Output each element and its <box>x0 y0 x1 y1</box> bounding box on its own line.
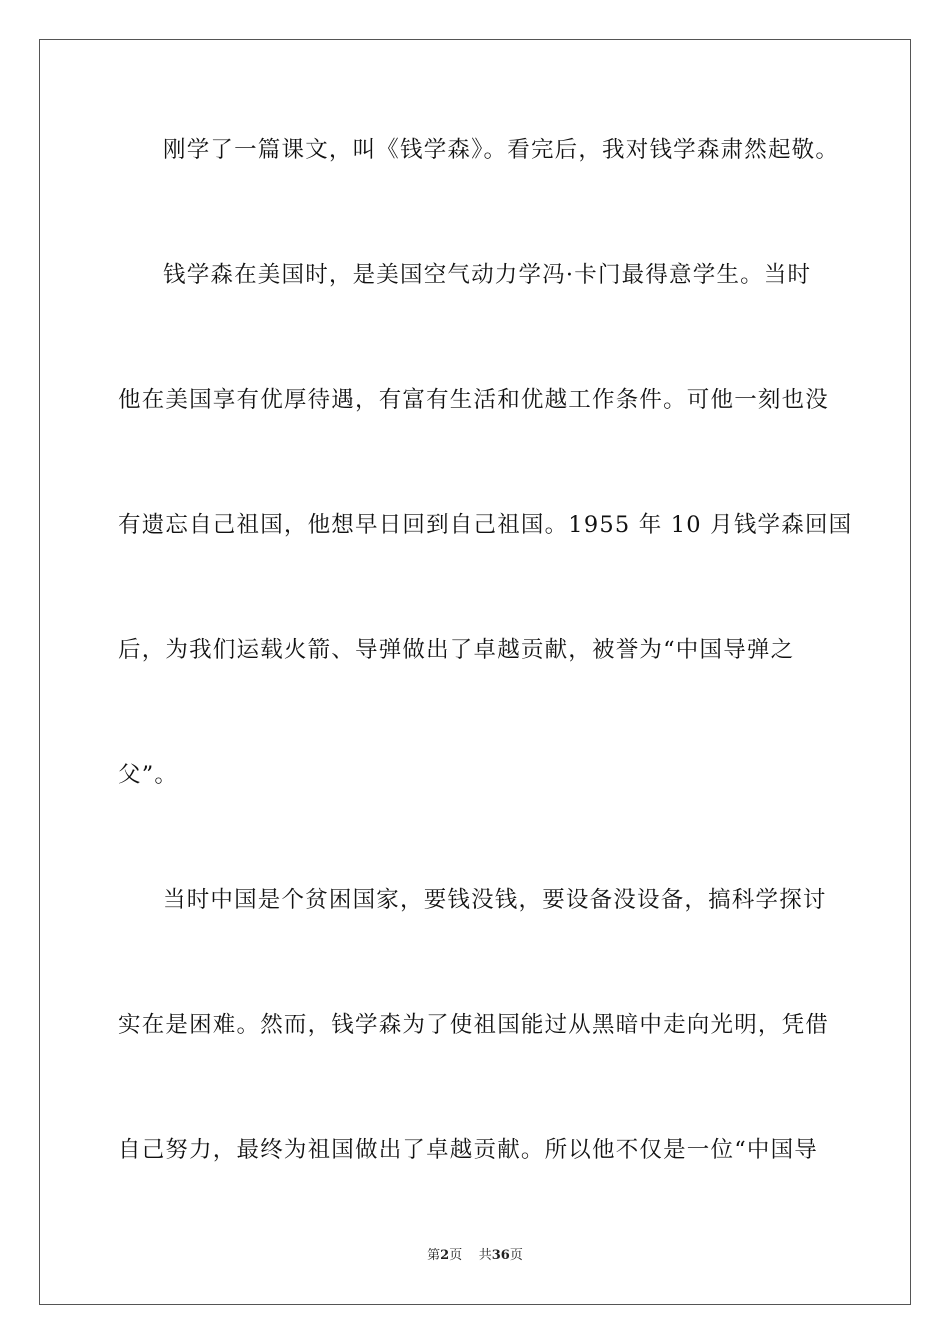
footer-page-number: 2 <box>440 1248 450 1263</box>
paragraph-2-line-1: 钱学森在美国时，是美国空气动力学冯·卡门最得意学生。当时 <box>163 262 812 288</box>
paragraph-3-line-3: 自己努力，最终为祖国做出了卓越贡献。所以他不仅是一位“中国导 <box>118 1137 819 1163</box>
paragraph-2-line-2: 他在美国享有优厚待遇，有富有生活和优越工作条件。可他一刻也没 <box>118 387 830 413</box>
paragraph-2-line-3: 有遗忘自己祖国，他想早日回到自己祖国。1955 年 10 月钱学森回国 <box>118 512 853 538</box>
footer-page-suffix: 页 <box>449 1248 463 1263</box>
paragraph-2-line-4: 后，为我们运载火箭、导弹做出了卓越贡献，被誉为“中国导弹之 <box>118 637 795 663</box>
paragraph-3-line-2: 实在是困难。然而，钱学森为了使祖国能过从黑暗中走向光明，凭借 <box>118 1012 830 1038</box>
footer-total-suffix: 页 <box>509 1248 523 1263</box>
footer-total-number: 36 <box>491 1248 510 1263</box>
page-border <box>39 39 911 1305</box>
footer-total-prefix: 共 <box>478 1248 492 1263</box>
page-footer <box>0 1246 950 1266</box>
paragraph-3-line-1: 当时中国是个贫困国家，要钱没钱，要设备没设备，搞科学探讨 <box>163 887 827 913</box>
paragraph-1-line-1: 刚学了一篇课文，叫《钱学森》。看完后，我对钱学森肃然起敬。 <box>163 137 840 163</box>
paragraph-2-line-5: 父”。 <box>118 762 179 788</box>
footer-page-prefix: 第 <box>427 1248 441 1263</box>
